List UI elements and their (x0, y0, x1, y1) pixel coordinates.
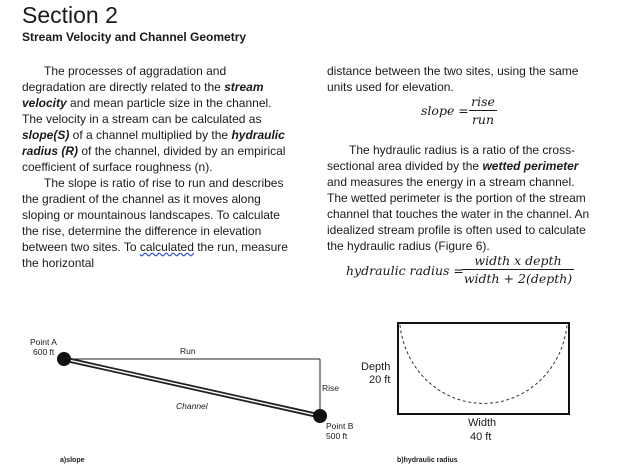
rise-label: Rise (322, 383, 340, 393)
width-value: 40 ft (470, 431, 492, 443)
paragraph-slope: The slope is ratio of rise to run and describes the gradient of the channel as it moves along sloping or mountainous landscapes. To calculate the rise, determine the difference in elevation between two sites. To calculated the run, measure the horizontal (22, 176, 288, 270)
width-label: Width (468, 417, 497, 429)
point-b-label: Point B (326, 421, 354, 431)
channel-label: Channel (176, 401, 208, 411)
paragraph-hydraulic-radius: The hydraulic radius is a ratio of the cross-sectional area divided by the wetted perimeter and measures the energy in a stream channel. The wetted perimeter is the portion of the stream channel that touches the water in the channel. An idealized stream profile is often used to calculate the hydraulic radius (Figure 6). (327, 143, 590, 253)
term-stream-velocity: stream velocity (22, 80, 264, 110)
depth-value: 20 ft (369, 374, 391, 386)
run-label: Run (180, 346, 196, 356)
term-slope: slope(S) (22, 128, 70, 142)
slope-equation-lhs: slope = (421, 103, 469, 118)
channel-profile-box (398, 323, 569, 414)
spelling-flagged-word: calculated (139, 240, 194, 254)
wetted-perimeter-arc (400, 325, 567, 403)
paragraph-velocity: The processes of aggradation and degradation are directly related to the stream velocity and mean particle size in the channel. The velocity in a stream can be calculated as slope(S) of a channel multiplied by the hydraulic radius (R) of the channel, divided by an empirical coefficient of surface roughness (n). (22, 64, 286, 174)
term-wetted-perimeter: wetted perimeter (482, 159, 579, 173)
point-a-elevation: 600 ft (33, 347, 55, 357)
point-a-label: Point A (30, 337, 57, 347)
depth-label: Depth (361, 361, 391, 373)
section-title: Section 2 (22, 2, 118, 28)
hr-numerator: width x depth (462, 253, 574, 270)
paragraph-distance: distance between the two sites, using the same units used for elevation. (327, 64, 579, 94)
slope-denominator: run (471, 112, 495, 127)
point-b-elevation: 500 ft (326, 431, 348, 441)
figure-b-caption: b)hydraulic radius (397, 457, 458, 464)
figure-a-caption: a)slope (60, 457, 85, 464)
hr-equation-lhs: hydraulic radius = (346, 263, 464, 278)
hr-denominator: width + 2(depth) (463, 271, 573, 286)
section-subtitle: Stream Velocity and Channel Geometry (22, 30, 247, 44)
term-hydraulic-radius: hydraulic radius (R) (22, 128, 285, 158)
slope-numerator: rise (469, 94, 497, 111)
